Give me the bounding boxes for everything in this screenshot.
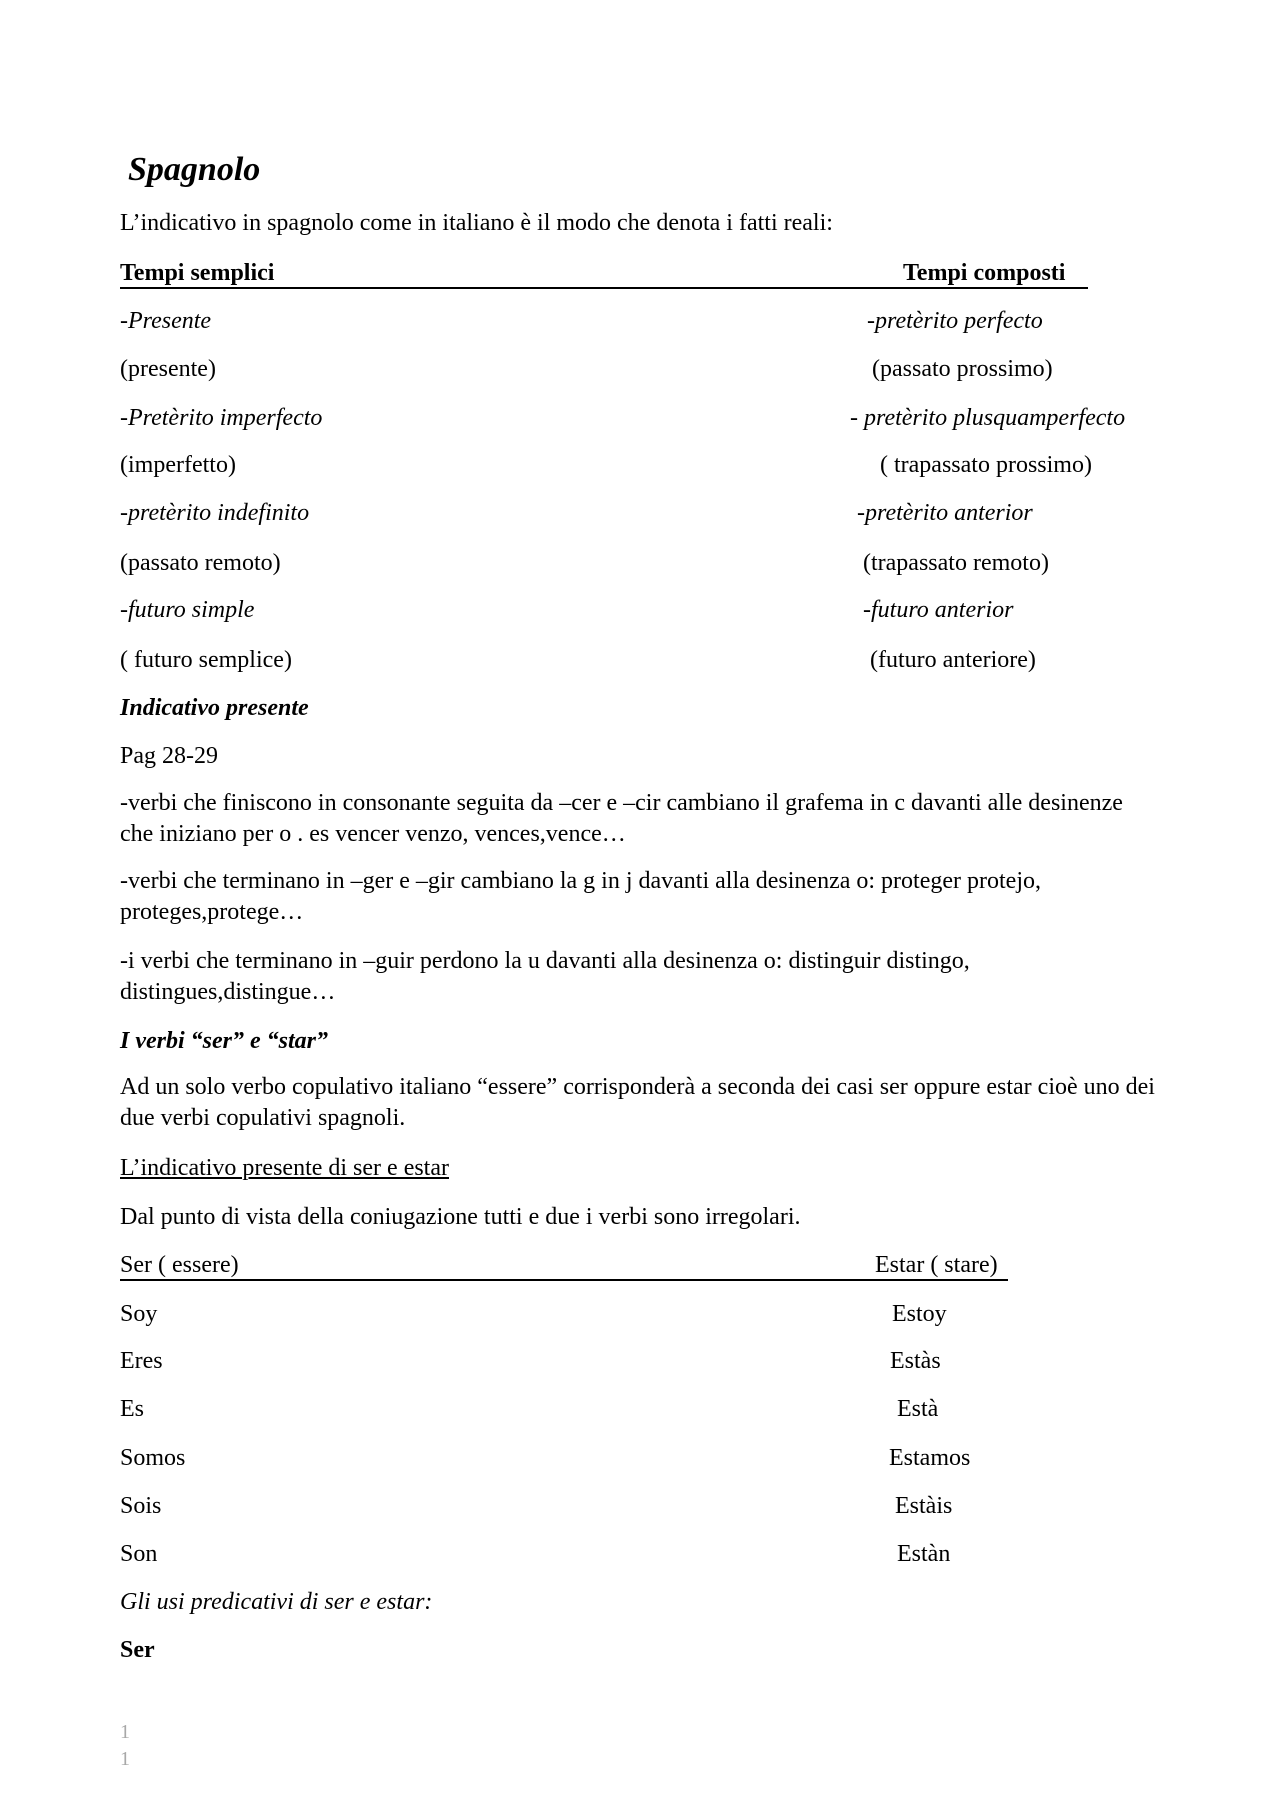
section-heading-presente: Indicativo presente bbox=[120, 695, 309, 721]
tempi-row-left: -Presente bbox=[120, 308, 212, 334]
tempi-row-left: ( futuro semplice) bbox=[120, 647, 292, 673]
conjugation-note: Dal punto di vista della coniugazione tutti e due i verbi sono irregolari. bbox=[120, 1204, 801, 1230]
conj-row-ser: Somos bbox=[120, 1445, 186, 1471]
usi-predicativi-heading: Gli usi predicativi di ser e estar: bbox=[120, 1589, 433, 1615]
subheading-indicativo-ser-estar: L’indicativo presente di ser e estar bbox=[120, 1155, 449, 1181]
rule-paragraph: -verbi che terminano in –ger e –gir cambiano la g in j davanti alla desinenza o: proteger protejo, proteges,protege… bbox=[120, 868, 1041, 925]
conj-row-estar: Estàis bbox=[895, 1493, 953, 1519]
page-number-line2: 1 bbox=[120, 1748, 130, 1770]
tempi-row-right: -futuro anterior bbox=[863, 597, 1014, 623]
conj-header-right: Estar ( stare) bbox=[875, 1252, 998, 1278]
tempi-row-left: (passato remoto) bbox=[120, 550, 281, 576]
tempi-row-right: (trapassato remoto) bbox=[863, 550, 1049, 576]
conj-header-rule bbox=[120, 1279, 1008, 1281]
page-title: Spagnolo bbox=[128, 151, 261, 188]
tempi-row-right: ( trapassato prossimo) bbox=[880, 452, 1092, 478]
tempi-row-left: (presente) bbox=[120, 356, 216, 382]
conj-row-estar: Està bbox=[897, 1396, 939, 1422]
tempi-header-right: Tempi composti bbox=[903, 260, 1066, 286]
section-heading-ser-estar: I verbi “ser” e “star” bbox=[120, 1028, 328, 1054]
conj-row-estar: Estàs bbox=[890, 1348, 941, 1374]
conj-row-estar: Estoy bbox=[892, 1301, 947, 1327]
tempi-row-left: -pretèrito indefinito bbox=[120, 500, 310, 526]
tempi-header-rule bbox=[120, 287, 1088, 289]
tempi-row-right: (passato prossimo) bbox=[872, 356, 1053, 382]
conj-row-estar: Estàn bbox=[897, 1541, 951, 1567]
ser-estar-paragraph: Ad un solo verbo copulativo italiano “essere” corrisponderà a seconda dei casi ser oppure estar cioè uno dei due verbi copulativi spagnoli. bbox=[120, 1074, 1155, 1131]
tempi-row-right: (futuro anteriore) bbox=[870, 647, 1036, 673]
rule-paragraph: -i verbi che terminano in –guir perdono la u davanti alla desinenza o: distinguir distingo, distingues,distingue… bbox=[120, 948, 970, 1005]
conj-row-ser: Sois bbox=[120, 1493, 162, 1519]
intro-text: L’indicativo in spagnolo come in italiano è il modo che denota i fatti reali: bbox=[120, 210, 833, 236]
conj-row-ser: Soy bbox=[120, 1301, 158, 1327]
conj-row-ser: Es bbox=[120, 1396, 144, 1422]
tempi-header-left: Tempi semplici bbox=[120, 260, 275, 286]
tempi-row-left: -Pretèrito imperfecto bbox=[120, 405, 323, 431]
tempi-row-right: - pretèrito plusquamperfecto bbox=[850, 405, 1126, 431]
ser-heading: Ser bbox=[120, 1637, 155, 1663]
conj-row-ser: Son bbox=[120, 1541, 158, 1567]
page-reference: Pag 28-29 bbox=[120, 743, 218, 769]
tempi-row-left: -futuro simple bbox=[120, 597, 255, 623]
conj-row-estar: Estamos bbox=[889, 1445, 971, 1471]
conj-row-ser: Eres bbox=[120, 1348, 163, 1374]
page-number-line1: 1 bbox=[120, 1721, 130, 1743]
tempi-row-right: -pretèrito anterior bbox=[857, 500, 1033, 526]
tempi-row-right: -pretèrito perfecto bbox=[867, 308, 1043, 334]
tempi-row-left: (imperfetto) bbox=[120, 452, 236, 478]
rule-paragraph: -verbi che finiscono in consonante seguita da –cer e –cir cambiano il grafema in c davanti alle desinenze che iniziano per o . es vencer venzo, vences,vence… bbox=[120, 790, 1123, 847]
conj-header-left: Ser ( essere) bbox=[120, 1252, 239, 1278]
